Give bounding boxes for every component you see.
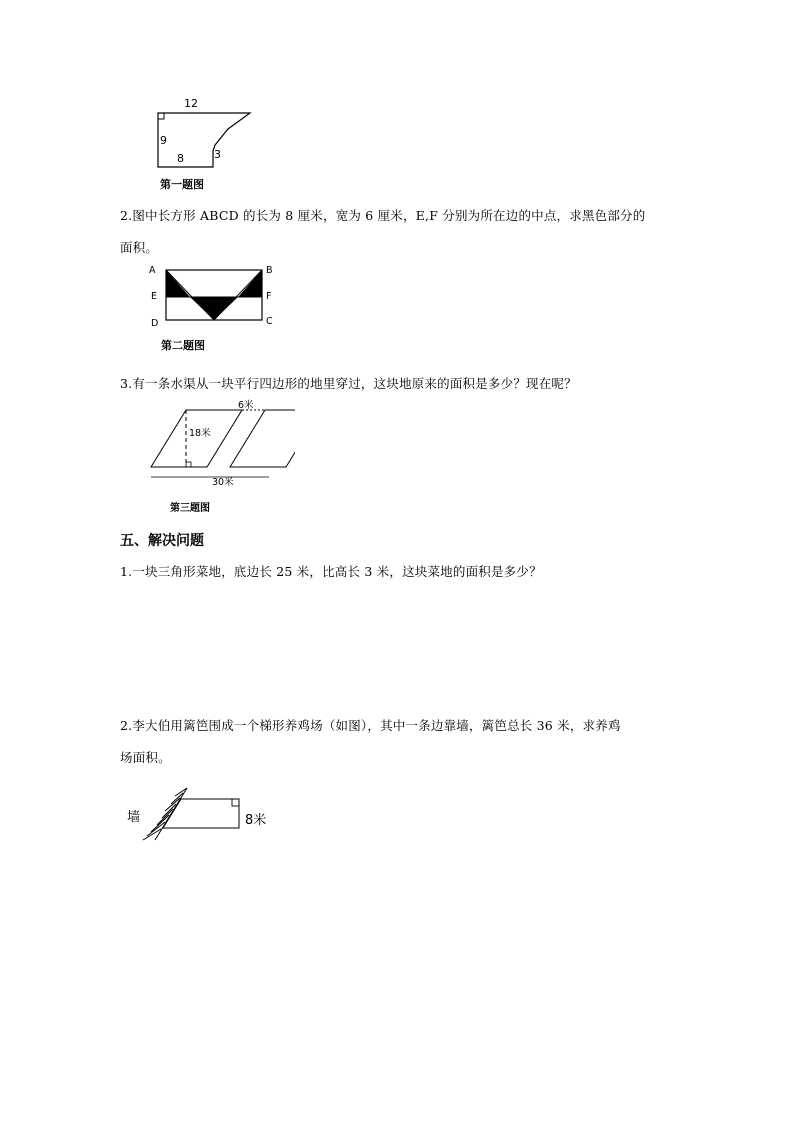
figure-1-label-slant: 3 bbox=[214, 148, 221, 161]
question-3-line-1: 3.有一条水渠从一块平行四边形的地里穿过，这块地原来的面积是多少？现在呢？ bbox=[120, 376, 577, 391]
section-5-heading: 五、解决问题 bbox=[120, 533, 204, 549]
right-angle-mark bbox=[232, 799, 239, 806]
figure-3-label-height: 18米 bbox=[189, 428, 211, 439]
question-2-line-2: 面积。 bbox=[120, 240, 159, 255]
label-c: C bbox=[266, 316, 273, 327]
label-a: A bbox=[149, 265, 156, 276]
question-2-line-1: 2.图中长方形 ABCD 的长为 8 厘米，宽为 6 厘米，E,F 分别为所在边的中点，求黑色部分的 bbox=[120, 208, 646, 223]
figure-2-caption: 第二题图 bbox=[161, 339, 205, 352]
right-angle-mark bbox=[186, 462, 191, 467]
label-e: E bbox=[151, 291, 158, 302]
label-d: D bbox=[151, 318, 159, 329]
figure-1-caption: 第一题图 bbox=[160, 178, 204, 191]
figure-2-diagram bbox=[160, 264, 270, 326]
figure-4-label-height: 8米 bbox=[245, 813, 267, 828]
right-angle-mark bbox=[158, 113, 164, 119]
shaded-triangle-middle bbox=[190, 297, 238, 320]
figure-1-shape bbox=[158, 113, 250, 167]
problem-2-line-2: 场面积。 bbox=[120, 750, 171, 765]
figure-1-label-bottom: 8 bbox=[177, 152, 184, 165]
wall-hatching bbox=[143, 788, 187, 840]
problem-1-text: 1.一块三角形菜地，底边长 25 米，比高长 3 米，这块菜地的面积是多少？ bbox=[120, 564, 542, 579]
label-f: F bbox=[266, 291, 272, 302]
figure-1-label-top: 12 bbox=[184, 97, 198, 110]
parallelogram-right-part bbox=[230, 410, 295, 467]
figure-4-diagram bbox=[135, 782, 255, 844]
label-b: B bbox=[266, 265, 273, 276]
figure-1-label-left: 9 bbox=[160, 134, 167, 147]
figure-3-caption: 第三题图 bbox=[170, 503, 210, 514]
figure-3-label-canal: 6米 bbox=[238, 400, 254, 411]
figure-3-label-base: 30米 bbox=[212, 477, 234, 488]
figure-4-label-wall: 墙 bbox=[127, 810, 141, 825]
problem-2-line-1: 2.李大伯用篱笆围成一个梯形养鸡场（如图），其中一条边靠墙，篱笆总长 36 米，求养鸡 bbox=[120, 718, 621, 733]
